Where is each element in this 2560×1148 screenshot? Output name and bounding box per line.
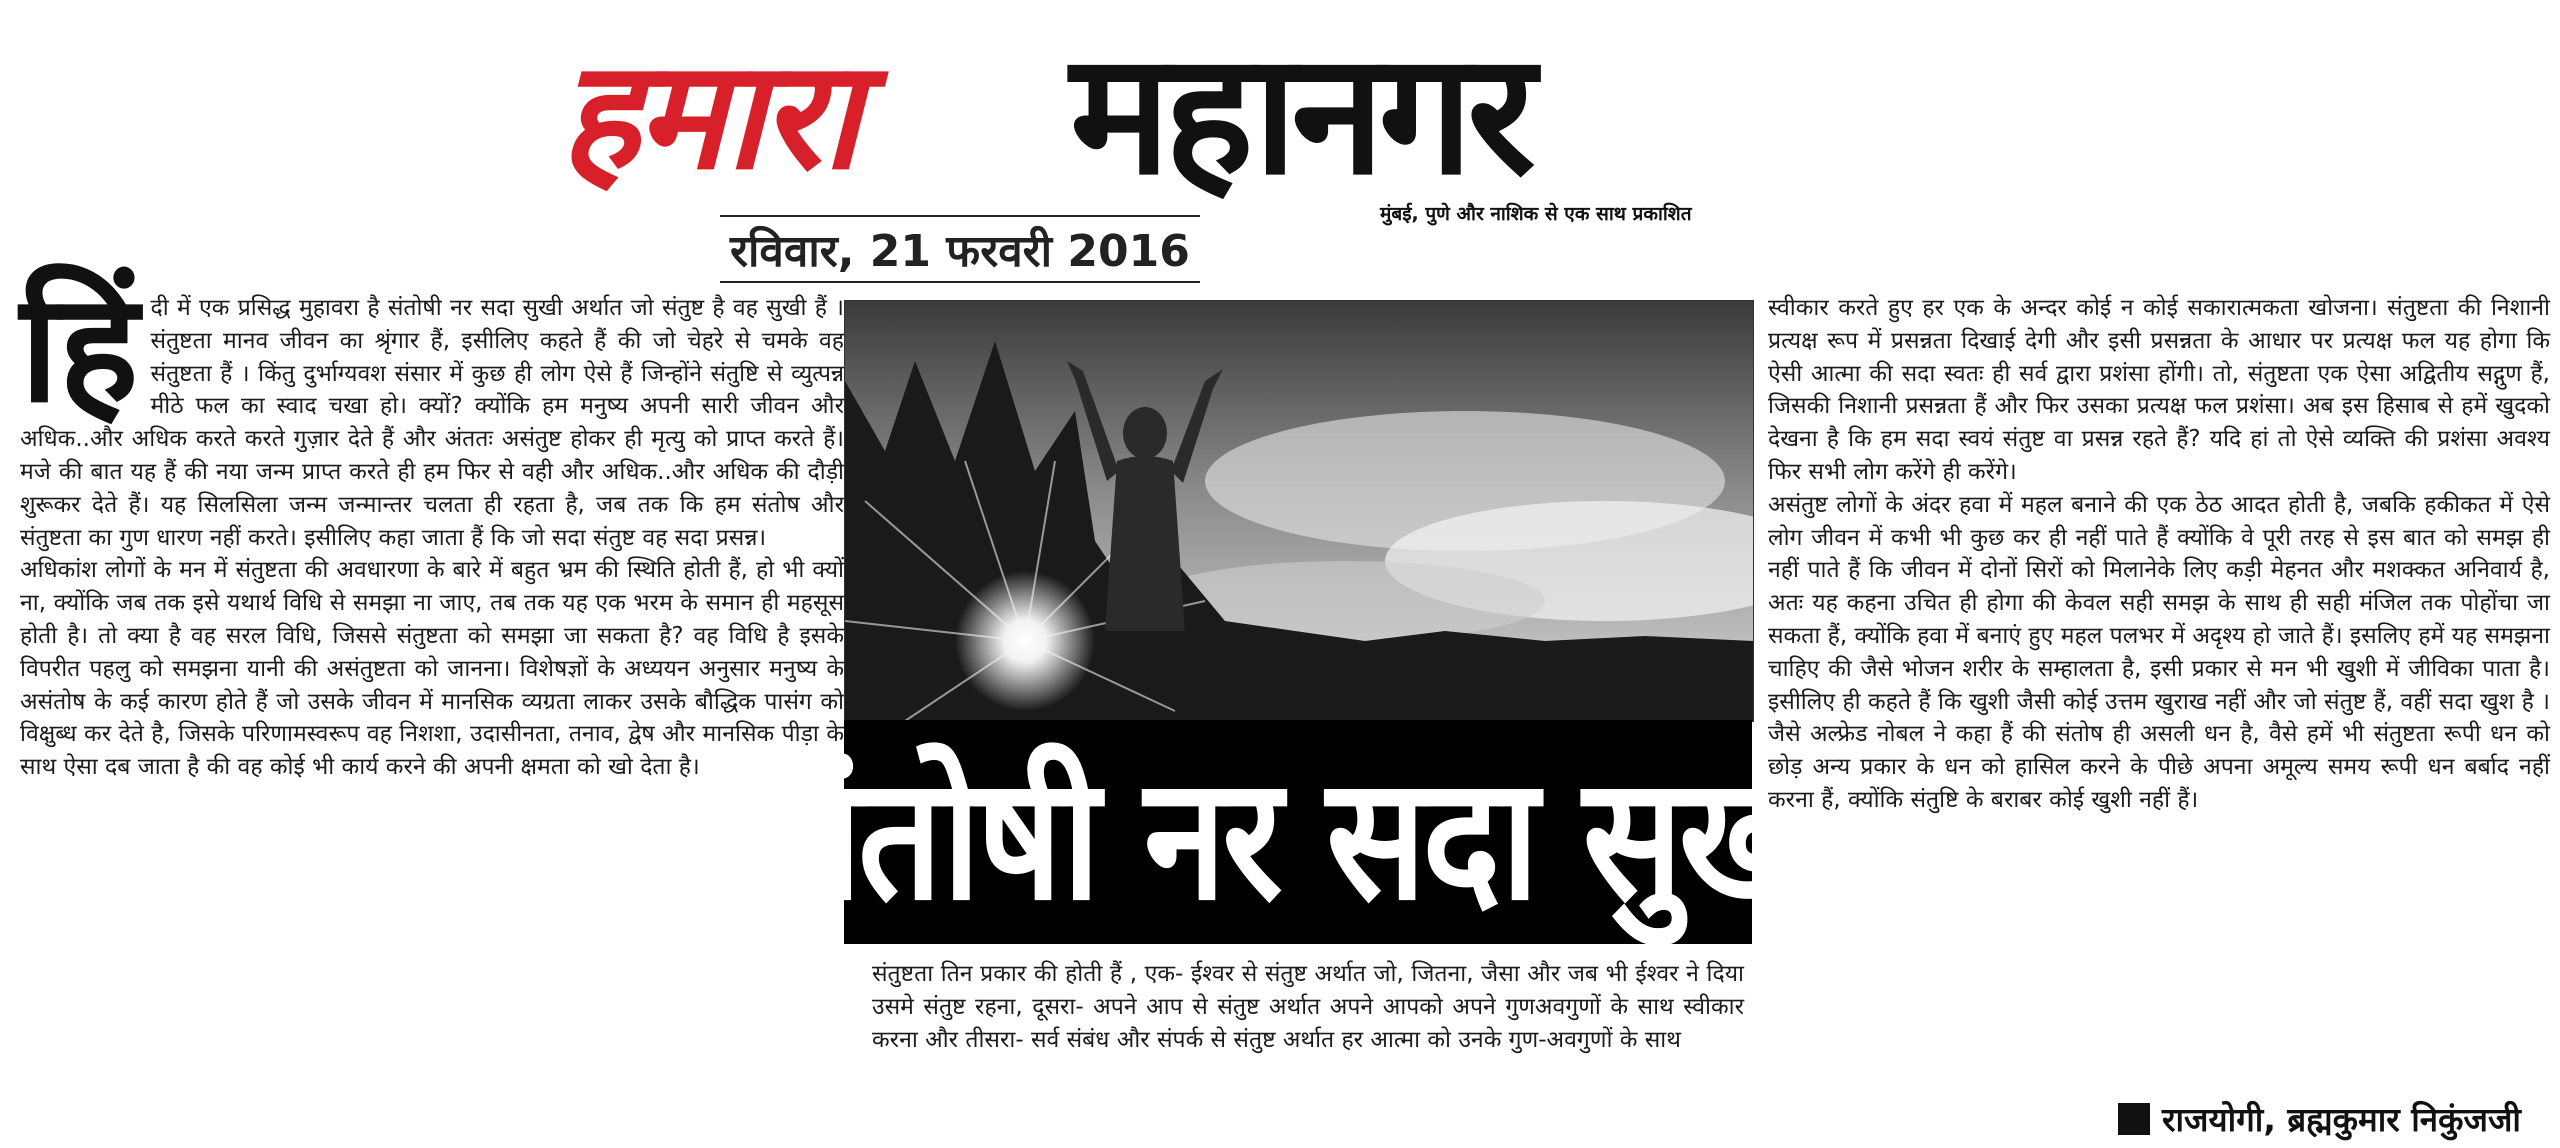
- article-headline: संतोषी नर सदा सुखी: [761, 739, 1835, 938]
- article-photo: [844, 300, 1754, 722]
- masthead-title-red: हमारा: [560, 27, 857, 203]
- article-paragraph: स्वीकार करते हुए हर एक के अन्दर कोई न कोई सकारात्मकता खोजना। संतुष्टता की निशानी प्रत्यक्ष रूप में प्रसन्नता दिखाई देगी और इसी प्रसन्नता के आधार पर प्रत्यक्ष फल यह होगा कि ऐसी आत्मा की सदा स्वतः ही सर्व द्वारा प्रशंसा होंगी। तो, संतुष्टता एक ऐसा अद्वितीय सद्गुण हैं, जिसकी निशानी प्रसन्नता हैं और फिर उसका प्रत्यक्ष फल प्रशंसा। अब इस हिसाब से हमें खुदको देखना है कि हम सदा स्वयं संतुष्ट वा प्रसन्न रहते हैं? यदि हां तो ऐसे व्यक्ति की प्रशंसा अवश्य फिर सभी लोग करेंगे ही करेंगे।: [1768, 295, 2550, 485]
- silhouette-photo-icon: [845, 301, 1753, 721]
- article-column-left: [20, 262, 844, 784]
- masthead-tagline: मुंबई, पुणे और नाशिक से एक साथ प्रकाशित: [1380, 203, 1692, 225]
- paragraph-text: दी में एक प्रसिद्ध मुहावरा है संतोषी नर सदा सुखी अर्थात जो संतुष्ट है वह सुखी हैं । संतुष्टता मानव जीवन का श्रृंगार हैं, इसीलिए कहते हैं की जो चेहरे से चमके वह संतुष्टता हैं । किंतु दुर्भाग्यवश संसार में कुछ ही लोग ऐसे हैं जिन्होंने संतुष्टि से व्युत्पन्न मीठे फल का स्वाद चखा हो। क्यों? क्योंकि हम मनुष्य अपनी सारी जीवन और अधिक..और अधिक करते करते गुज़ार देते हैं और अंततः असंतुष्ट होकर ही मृत्यु को प्राप्त करते हैं। मजे की बात यह हैं की नया जन्म प्राप्त करते ही हम फिर से वही और अधिक..और अधिक की दौड़ी शुरूकर देते हैं। यह सिलसिला जन्म जन्मान्तर चलता ही रहता है, जब तक कि हम संतोष और संतुष्टता का गुण धारण नहीं करते। इसीलिए कहा जाता हैं कि जो सदा संतुष्ट वह सदा प्रसन्न।: [20, 295, 844, 551]
- article-column-middle: [872, 958, 1744, 1056]
- author-name: राजयोगी, ब्रह्मकुमार निकुंजजी: [2162, 1100, 2521, 1139]
- author-byline: [2118, 1096, 2521, 1141]
- byline-square-icon: [2118, 1103, 2150, 1135]
- article-paragraph: असंतुष्ट लोगों के अंदर हवा में महल बनाने की एक ठेठ आदत होती है, जबकि हकीकत में ऐसे लोग जीवन में कभी भी कुछ कर ही नहीं पाते हैं क्योंकि वे पूरी तरह से इस बात को समझ ही नहीं पाते हैं कि जीवन में दोनों सिरों को मिलानेके लिए कड़ी मेहनत और मशक्कत अनिवार्य है, अतः यह कहना उचित ही होगा की केवल सही समझ के साथ ही सही मंजिल तक पोहोंचा जा सकता हैं, क्योंकि हवा में बनाएं हुए महल पलभर में अदृश्य हो जाते हैं। इसलिए हमें यह समझना चाहिए की जैसे भोजन शरीर के सम्हालता है, इसी प्रकार से मन भी खुशी में जीविका पाता है। इसीलिए ही कहते हैं कि खुशी जैसी कोई उत्तम खुराख नहीं और जो संतुष्ट हैं, वहीं सदा खुश है । जैसे अल्फ्रेड नोबल ने कहा हैं की संतोष ही असली धन है, वैसे हमें भी संतुष्टता रूपी धन को छोड़ अन्य प्रकार के धन को हासिल करने के पीछे अपना अमूल्य समय रूपी धन बर्बाद नहीं करना हैं, क्योंकि संतुष्टि के बराबर कोई खुशी नहीं हैं।: [1768, 491, 2550, 813]
- article-paragraph: अधिकांश लोगों के मन में संतुष्टता की अवधारणा के बारे में बहुत भ्रम की स्थिति होती हैं, हो भी क्यों ना, क्योंकि जब तक इसे यथार्थ विधि से समझा ना जाए, तब तक यह एक भरम के समान ही महसूस होती है। तो क्या है वह सरल विधि, जिससे संतुष्टता को समझा जा सकता है? वह विधि है इसके विपरीत पहलु को समझना यानी की असंतुष्टता को जानना। विशेषज्ञों के अध्ययन अनुसार मनुष्य के असंतोष के कई कारण होते हैं जो उसके जीवन में मानसिक व्यग्रता लाकर उसके बौद्धिक पासंग को विक्षुब्ध कर देते है, जिसके परिणामस्वरूप वह निशशा, उदासीनता, तनाव, द्वेष और मानसिक पीड़ा के साथ ऐसा दब जाता है की वह कोई भी कार्य करने की अपनी क्षमता को खो देता है।: [20, 557, 844, 781]
- article-paragraph: संतुष्टता तिन प्रकार की होती हैं , एक- ईश्वर से संतुष्ट अर्थात जो, जितना, जैसा और जब भी ईश्वर ने दिया उसमे संतुष्ट रहना, दूसरा- अपने आप से संतुष्ट अर्थात अपने आपको अपने गुणअवगुणों के साथ स्वीकार करना और तीसरा- सर्व संबंध और संपर्क से संतुष्ट अर्थात हर आत्मा को उनके गुण-अवगुणों के साथ: [872, 961, 1744, 1053]
- masthead-title-black: महानगर: [1070, 16, 1530, 212]
- article-paragraph: [20, 262, 844, 554]
- article-column-right: [1768, 292, 2550, 817]
- issue-date: रविवार, 21 फरवरी 2016: [720, 215, 1200, 283]
- drop-cap: हिं: [20, 262, 139, 436]
- headline-band: [761, 720, 1835, 944]
